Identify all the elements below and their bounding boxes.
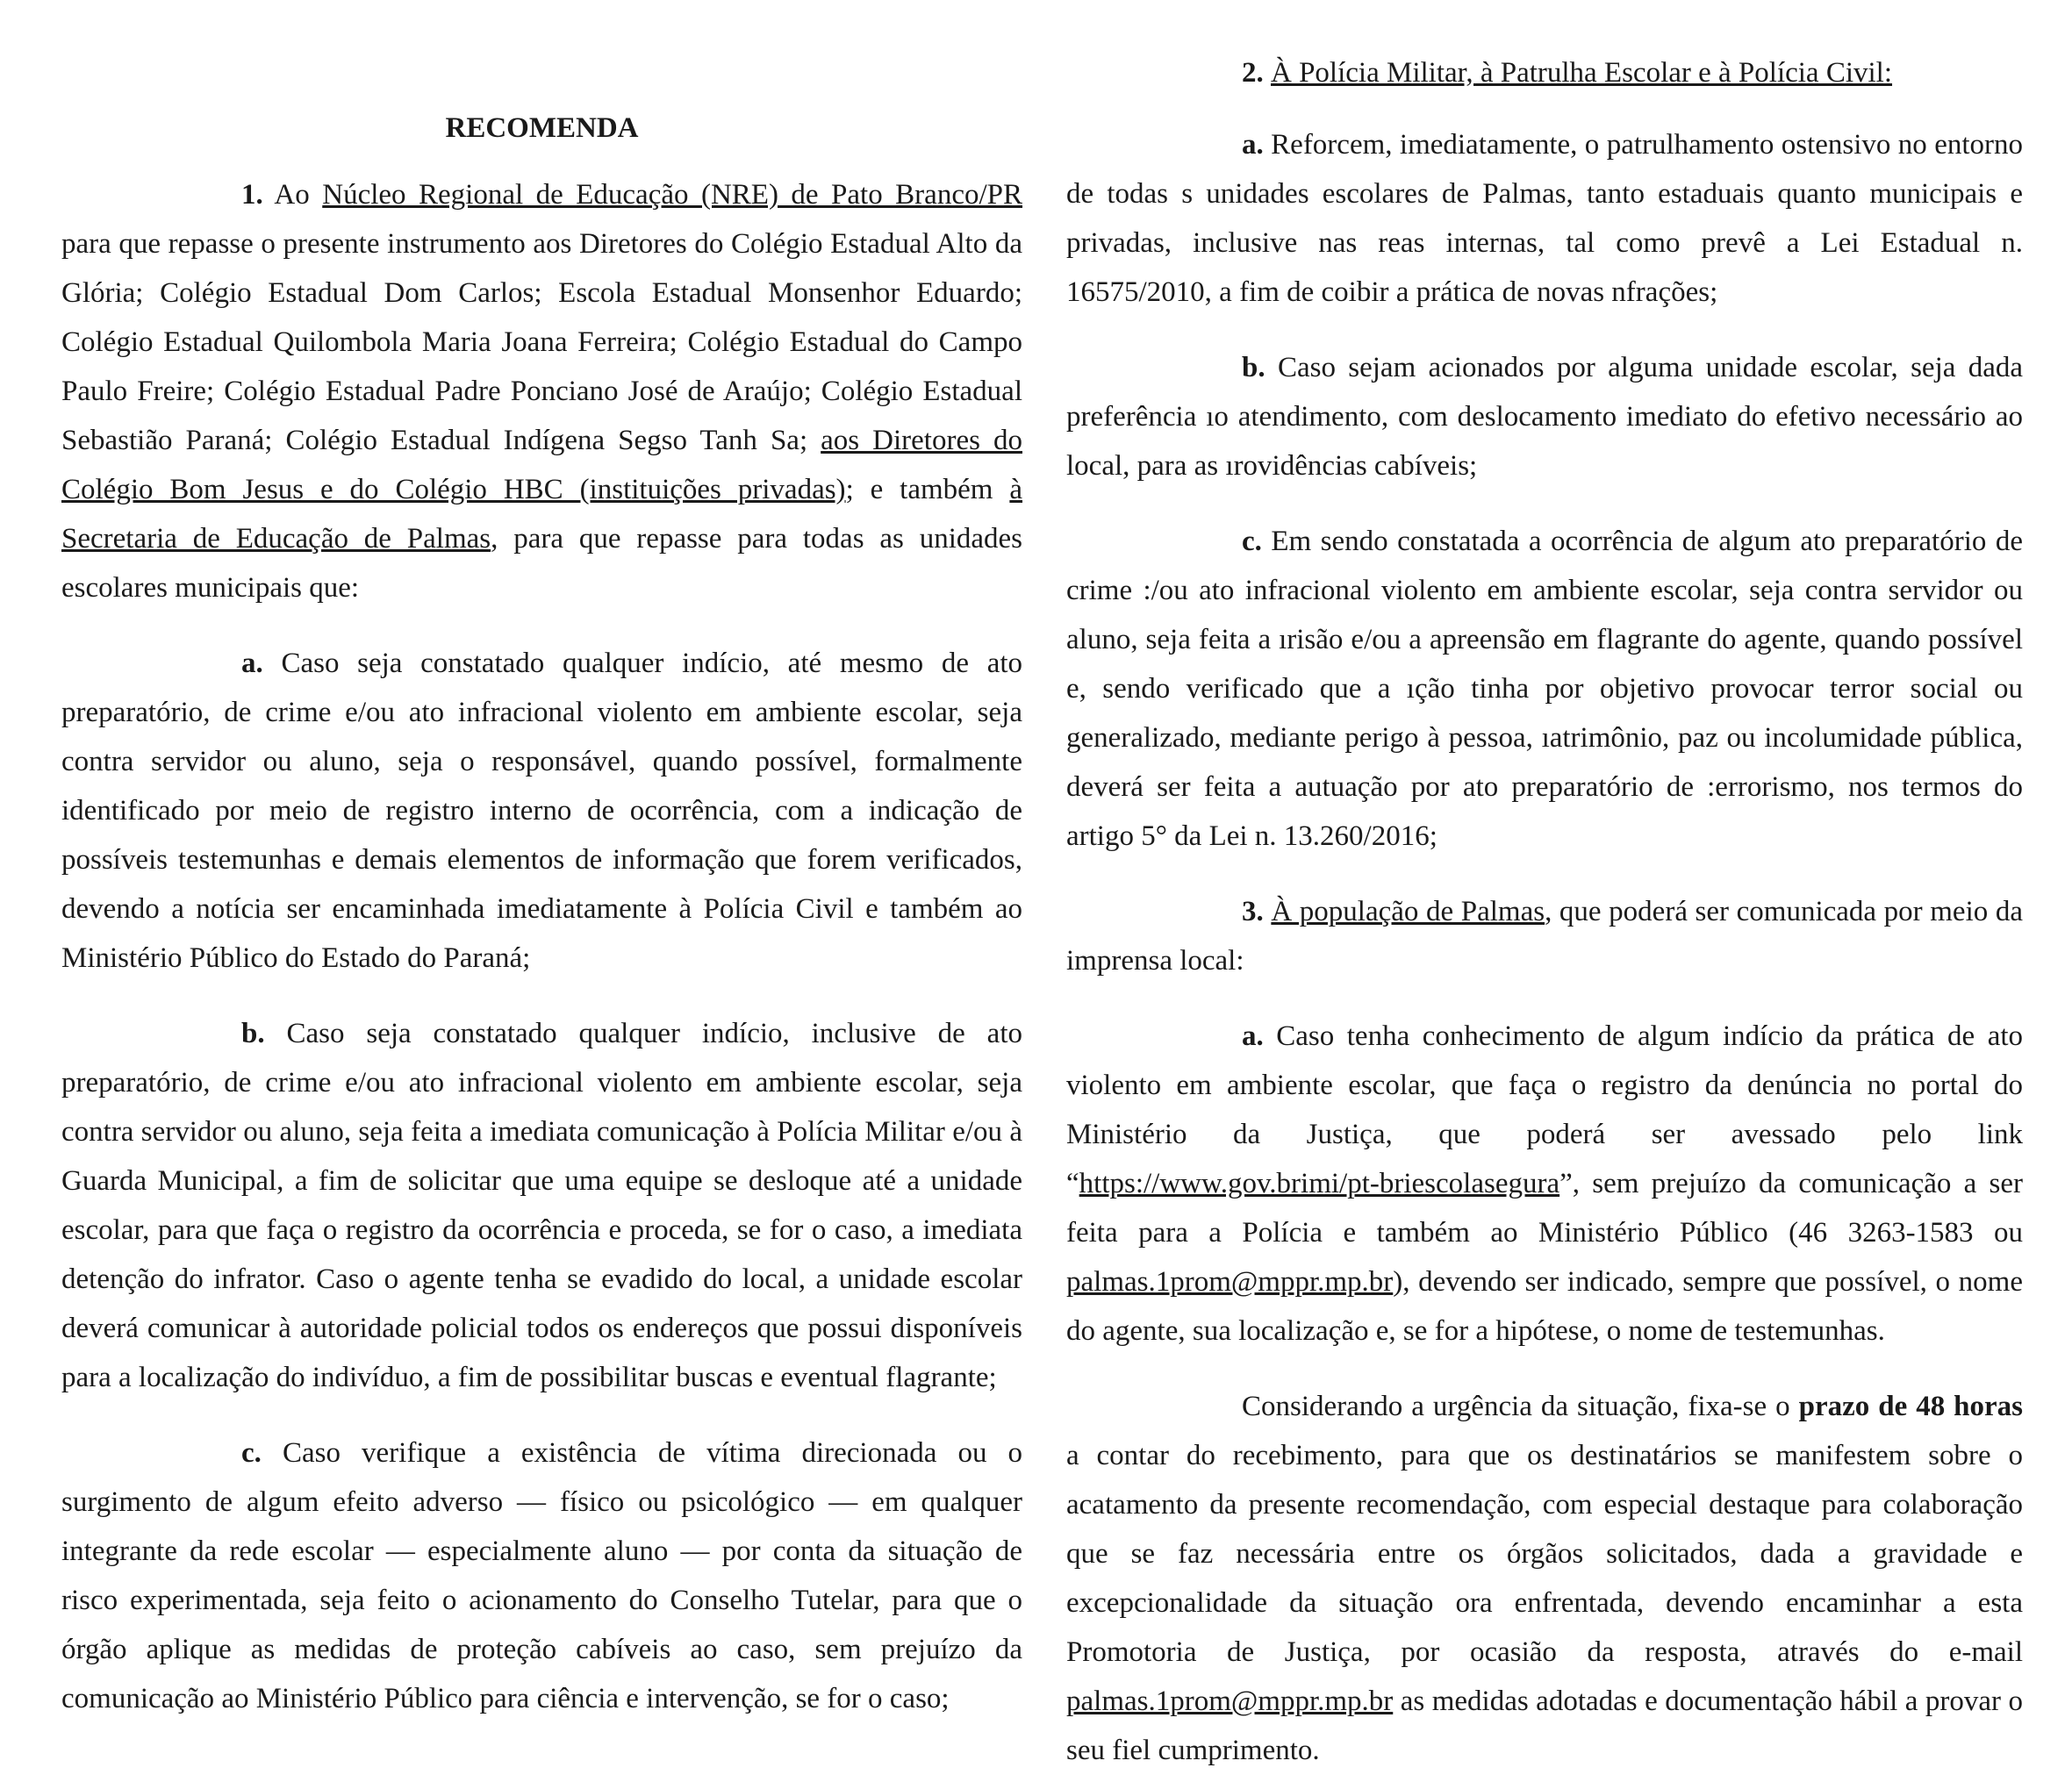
item-1b-text: Caso seja constatado qualquer indício, inclusive de ato preparatório, de crime e/ou ato infracional violento em ambiente escolar, seja contra servidor ou aluno, seja feita a imediata comunicação à Polícia Militar e/ou à Guarda Municipal, a fim de solicitar que uma equipe se desloque até a unidade escolar, para que faça o registro da ocorrência e proceda, se for o caso, a imediata detenção do infrator. Caso o agente tenha se evadido do local, a unidade escolar deverá comunicar à autoridade policial todos os endereços que possui disponíveis para a localização do indivíduo, a fim de possibilitar buscas e eventual flagrante; [61, 1018, 1022, 1393]
recomenda-heading: RECOMENDA [445, 112, 639, 144]
item-2-title: À Polícia Militar, à Patrulha Escolar e à Polícia Civil: [1271, 57, 1893, 89]
item-1a-paragraph [61, 639, 1022, 983]
item-1c-text: Caso verifique a existência de vítima direcionada ou o surgimento de algum efeito adverso — físico ou psicológico — em qualquer integrante da rede escolar — especialmente aluno — por conta da situação de risco experimentada, seja feito o acionamento do Conselho Tutelar, para que o órgão aplique as medidas de proteção cabíveis ao caso, sem prejuízo da comunicação ao Ministério Público para ciência e intervenção, se for o caso; [61, 1437, 1023, 1714]
item-3-title: À população de Palmas [1271, 896, 1545, 927]
private-schools-text: aos Diretores do Colégio Bom Jesus e do Colégio HBC (instituições privadas) [61, 425, 1022, 505]
item-1-number: 1. [241, 179, 263, 211]
item-1a-letter: a. [241, 648, 263, 679]
item-3a-letter: a. [1242, 1020, 1264, 1052]
item-1-paragraph [61, 170, 1022, 612]
item-1-text3: , para que repasse para todas as unidades escolares municipais que: [61, 523, 1023, 604]
item-3-number: 3. [1242, 896, 1264, 927]
item-2c-paragraph [1066, 517, 2023, 861]
item-1c-letter: c. [241, 1437, 262, 1469]
item-3a-text3: ), devendo ser indicado, sempre que possível, o nome do agente, sua localização e, se for a hipótese, o nome de testemunhas. [1066, 1266, 2023, 1347]
item-2a-letter: a. [1242, 129, 1264, 161]
left-column [61, 0, 1022, 1723]
item-1b-letter: b. [241, 1018, 265, 1049]
item-1-text1: para que repasse o presente instrumento aos Diretores do Colégio Estadual Alto da Glória; Colégio Estadual Dom Carlos; Escola Estadual Monsenhor Eduardo; Colégio Estadual Quilombola Maria Joana Ferreira; Colégio Estadual do Campo Paulo Freire; Colégio Estadual Padre Ponciano José de Araújo; Colégio Estadual Sebastião Paraná; Colégio Estadual Indígena Segso Tanh Sa; [61, 228, 1022, 456]
item-3a-text2: ”, sem prejuízo da comunicação a ser feita para a Polícia e também ao Ministério Público (46 3263-1583 ou [1066, 1168, 2023, 1249]
secretaria-text: à Secretaria de Educação de Palmas [61, 474, 1023, 555]
deadline-text: prazo de 48 horas [1798, 1391, 2024, 1422]
item-2c-letter: c. [1242, 526, 1262, 557]
closing-text2: a contar do recebimento, para que os destinatários se manifestem sobre o acatamento da presente recomendação, com especial destaque para colaboração que se faz necessária entre os órgãos solicitados, dada a gravidade e excepcionalidade da situação ora enfrentada, devendo encaminhar a esta Promotoria de Justiça, por ocasião da resposta, através do e-mail [1066, 1440, 2023, 1668]
closing-paragraph [1066, 1382, 2023, 1775]
closing-email-link[interactable]: palmas.1prom@mppr.mp.br [1066, 1686, 1394, 1717]
item-1c-paragraph [61, 1428, 1022, 1723]
item-2a-paragraph [1066, 120, 2023, 317]
nre-text: Núcleo Regional de Educação (NRE) de Pato Branco/PR [322, 179, 1023, 211]
item-3-text: , que poderá ser comunicada por meio da imprensa local: [1066, 896, 2023, 977]
closing-text3: as medidas adotadas e documentação hábil a provar o seu fiel cumprimento. [1066, 1686, 2024, 1766]
item-2c-text: Em sendo constatada a ocorrência de algum ato preparatório de crime :/ou ato infracional violento em ambiente escolar, seja contra servidor ou aluno, seja feita a ırisão e/ou a apreensão em flagrante do agente, quando possível e, sendo verificado que a ıção tinha por objetivo provocar terror social ou generalizado, mediante perigo à pessoa, ıatrimônio, paz ou incolumidade pública, deverá ser feita a autuação por ato preparatório de :errorismo, nos termos do artigo 5° da Lei n. 13.260/2016; [1066, 526, 2023, 852]
item-2-number: 2. [1242, 57, 1264, 89]
escola-segura-link[interactable]: https://www.gov.brimi/pt-briescolasegura [1079, 1168, 1560, 1199]
item-3-paragraph [1066, 887, 2023, 985]
item-1a-text: Caso seja constatado qualquer indício, até mesmo de ato preparatório, de crime e/ou ato infracional violento em ambiente escolar, seja contra servidor ou aluno, seja o responsável, quando possível, formalmente identificado por meio de registro interno de ocorrência, com a indicação de possíveis testemunhas e demais elementos de informação que forem verificados, devendo a notícia ser encaminhada imediatamente à Polícia Civil e também ao Ministério Público do Estado do Paraná; [61, 648, 1023, 974]
right-column [1066, 0, 2023, 1775]
closing-text1: Considerando a urgência da situação, fixa-se o [1242, 1391, 1790, 1422]
email-link[interactable]: palmas.1prom@mppr.mp.br [1066, 1266, 1394, 1298]
item-2b-text: Caso sejam acionados por alguma unidade escolar, seja dada preferência ıo atendimento, com deslocamento imediato do efetivo necessário ao local, para as ırovidências cabíveis; [1066, 352, 2023, 482]
item-1b-paragraph [61, 1009, 1022, 1402]
item-2a-text: Reforcem, imediatamente, o patrulhamento ostensivo no entorno de todas s unidades escolares de Palmas, tanto estaduais quanto municipais e privadas, inclusive nas reas internas, tal como prevê a Lei Estadual n. 16575/2010, a fim de coibir a prática de novas nfrações; [1066, 129, 2024, 308]
item-3a-paragraph [1066, 1012, 2023, 1356]
item-3a-text1: Caso tenha conhecimento de algum indício da prática de ato violento em ambiente escolar, que faça o registro da denúncia no portal do Ministério da Justiça, que poderá ser avessado pelo link “ [1066, 1020, 2024, 1199]
item-2-heading [1066, 48, 2023, 97]
item-1-text2: ; e também [845, 474, 993, 505]
item-1-pre: Ao [274, 179, 310, 211]
item-2b-paragraph [1066, 343, 2023, 490]
item-2b-letter: b. [1242, 352, 1265, 383]
